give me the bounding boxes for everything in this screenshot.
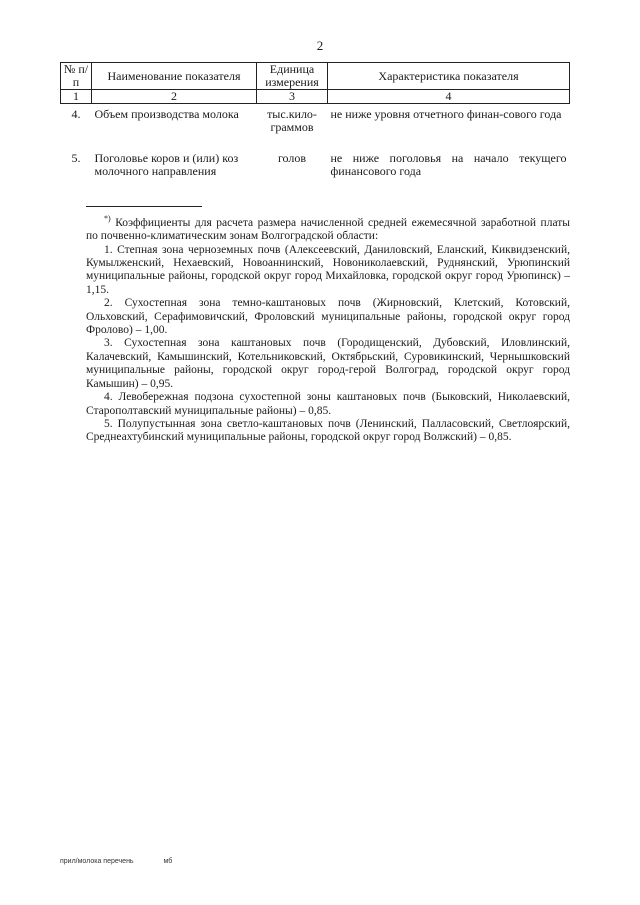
footnote-intro-text: Коэффициенты для расчета размера начисленной средней ежемесячной заработной платы по почвенно-климатическим зонам Волгоградской области: — [86, 216, 571, 243]
index-cell: 4 — [328, 90, 570, 104]
footnote-item: 1. Степная зона черноземных почв (Алексеевский, Даниловский, Еланский, Киквидзенский, Кумылженский, Нехаевский, Новоаннинский, Новониколаевский, Руднянский, Урюпинский муниципальные районы, городской округ город Михайловка, городской округ город Урюпинск) – 1,15. — [86, 243, 570, 296]
header-number: № п/п — [61, 63, 92, 90]
file-code: мб — [163, 858, 173, 865]
file-name: прил/молока перечень — [60, 858, 134, 865]
row-unit: голов — [277, 151, 307, 165]
header-unit: Единица измерения — [257, 63, 328, 90]
table-index-row — [61, 90, 570, 104]
footnote-item: 3. Сухостепная зона каштановых почв (Городищенский, Дубовский, Иловлинский, Калачевский, Камышинский, Котельниковский, Октябрьский, Суровикинский, Чернышковский муниципальные районы, городской округ город-герой Волгоград, городской округ город Камышин) – 0,95. — [86, 337, 570, 390]
row-unit: тыс.кило-граммов — [267, 107, 317, 134]
footnote — [86, 212, 570, 445]
footnote-intro — [86, 212, 570, 244]
index-cell: 1 — [61, 90, 92, 104]
table-row — [61, 104, 570, 149]
table-row — [61, 148, 570, 192]
footnote-item: 2. Сухостепная зона темно-каштановых почв (Жирновский, Клетский, Котовский, Ольховский, Серафимовичский, Фроловский муниципальные районы, городской округ город Фролово) – 1,00. — [86, 297, 570, 337]
row-indicator-name: Объем производства молока — [94, 107, 239, 121]
footnote-marker: *) — [104, 214, 111, 223]
row-number: 5. — [71, 151, 81, 165]
row-indicator-name: Поголовье коров и (или) коз молочного направления — [94, 151, 239, 178]
footnote-item: 4. Левобережная подзона сухостепной зоны каштановых почв (Быковский, Николаевский, Старополтавский муниципальные районы) – 0,85. — [86, 391, 570, 417]
footnote-divider — [86, 206, 202, 207]
index-cell: 2 — [92, 90, 257, 104]
file-label — [60, 858, 200, 865]
footnote-item: 5. Полупустынная зона светло-каштановых почв (Ленинский, Палласовский, Светлоярский, Среднеахтубинский муниципальные районы, городской округ город Волжский) – 0,85. — [86, 417, 570, 444]
header-indicator-name: Наименование показателя — [92, 63, 257, 90]
index-cell: 3 — [257, 90, 328, 104]
table-header-row — [61, 63, 570, 90]
row-number: 4. — [71, 107, 81, 121]
header-characteristic: Характеристика показателя — [328, 63, 570, 90]
indicators-table — [60, 62, 570, 192]
row-characteristic: не ниже уровня отчетного финан-сового года — [330, 107, 562, 121]
page-number: 2 — [316, 38, 324, 53]
row-characteristic: не ниже поголовья на начало текущего финансового года — [330, 151, 567, 178]
